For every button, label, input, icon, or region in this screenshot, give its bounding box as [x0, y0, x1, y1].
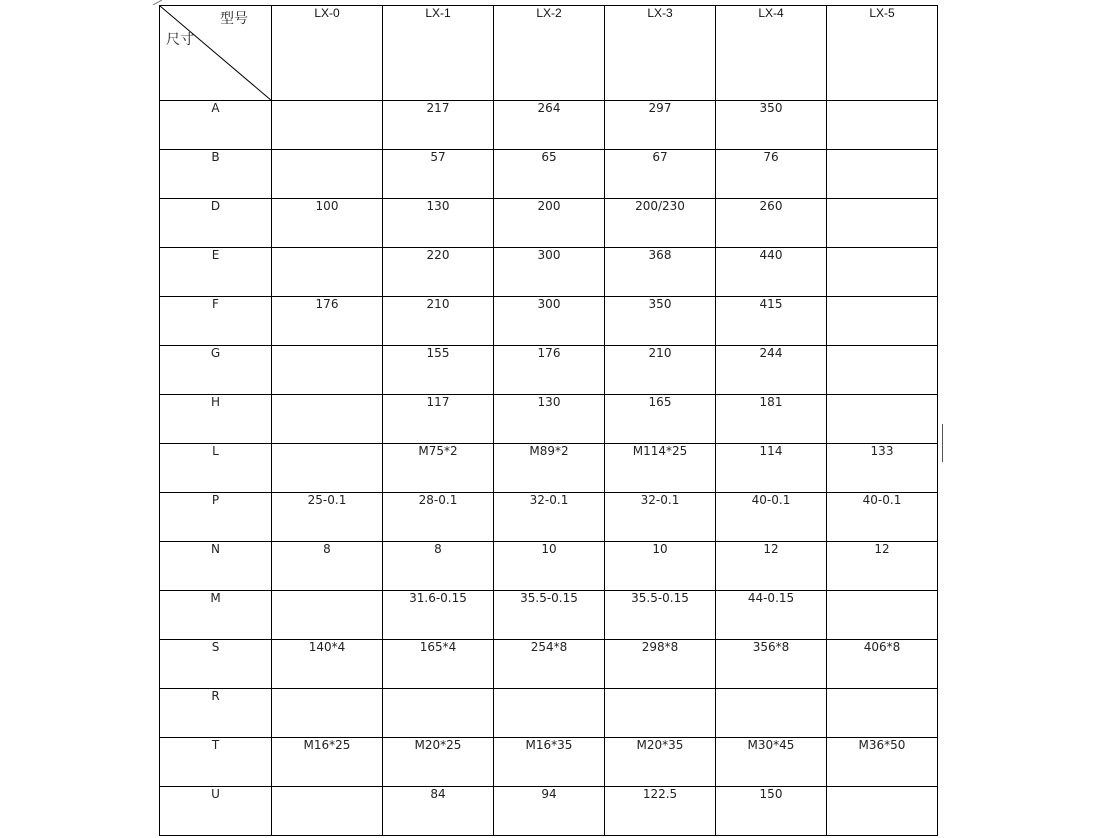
value-cell	[272, 346, 383, 395]
value-cell: 220	[383, 248, 494, 297]
value-cell	[272, 787, 383, 836]
dimension-label-cell: R	[160, 689, 272, 738]
value-cell: 298*8	[605, 640, 716, 689]
table-row	[160, 542, 938, 591]
dimension-label-cell: L	[160, 444, 272, 493]
table-row	[160, 150, 938, 199]
value-cell: 356*8	[716, 640, 827, 689]
value-cell: M114*25	[605, 444, 716, 493]
value-cell: 406*8	[827, 640, 938, 689]
value-cell: 65	[494, 150, 605, 199]
value-cell: M20*35	[605, 738, 716, 787]
model-header-lx-2: LX-2	[494, 6, 605, 101]
corner-header-cell	[160, 6, 272, 101]
value-cell: 165	[605, 395, 716, 444]
table-row	[160, 199, 938, 248]
value-cell: 12	[716, 542, 827, 591]
table-row	[160, 101, 938, 150]
dimension-label-cell: G	[160, 346, 272, 395]
model-header-lx-5: LX-5	[827, 6, 938, 101]
value-cell	[827, 395, 938, 444]
value-cell: 35.5-0.15	[605, 591, 716, 640]
value-cell: 12	[827, 542, 938, 591]
value-cell	[605, 689, 716, 738]
value-cell: 300	[494, 248, 605, 297]
value-cell: 28-0.1	[383, 493, 494, 542]
table-row	[160, 787, 938, 836]
value-cell: 10	[605, 542, 716, 591]
value-cell	[272, 591, 383, 640]
value-cell: 210	[605, 346, 716, 395]
dimension-label-cell: F	[160, 297, 272, 346]
value-cell: 122.5	[605, 787, 716, 836]
value-cell: 35.5-0.15	[494, 591, 605, 640]
value-cell: 31.6-0.15	[383, 591, 494, 640]
value-cell	[383, 689, 494, 738]
value-cell: 76	[716, 150, 827, 199]
value-cell: 40-0.1	[827, 493, 938, 542]
value-cell: 140*4	[272, 640, 383, 689]
dimension-label-cell: B	[160, 150, 272, 199]
value-cell: M30*45	[716, 738, 827, 787]
value-cell: 297	[605, 101, 716, 150]
model-header-lx-3: LX-3	[605, 6, 716, 101]
value-cell: 32-0.1	[605, 493, 716, 542]
value-cell: 415	[716, 297, 827, 346]
value-cell: M16*35	[494, 738, 605, 787]
value-cell: 181	[716, 395, 827, 444]
header-row	[160, 6, 938, 101]
value-cell	[827, 787, 938, 836]
table-row	[160, 248, 938, 297]
value-cell: M36*50	[827, 738, 938, 787]
value-cell: 10	[494, 542, 605, 591]
dimension-table	[159, 5, 938, 836]
table-row	[160, 444, 938, 493]
value-cell: 117	[383, 395, 494, 444]
value-cell	[272, 689, 383, 738]
value-cell: 130	[383, 199, 494, 248]
value-cell	[716, 689, 827, 738]
value-cell	[272, 150, 383, 199]
value-cell: 32-0.1	[494, 493, 605, 542]
value-cell	[494, 689, 605, 738]
diagonal-divider	[160, 6, 272, 101]
model-header-lx-0: LX-0	[272, 6, 383, 101]
value-cell: M75*2	[383, 444, 494, 493]
value-cell: 350	[716, 101, 827, 150]
model-axis-label: 型号	[220, 11, 248, 27]
table-body	[160, 101, 938, 836]
table-row	[160, 297, 938, 346]
value-cell: 260	[716, 199, 827, 248]
value-cell	[827, 297, 938, 346]
value-cell: 200	[494, 199, 605, 248]
table-row	[160, 689, 938, 738]
value-cell: 8	[383, 542, 494, 591]
value-cell: 100	[272, 199, 383, 248]
value-cell: 130	[494, 395, 605, 444]
dimension-label-cell: T	[160, 738, 272, 787]
value-cell: 176	[272, 297, 383, 346]
value-cell: 244	[716, 346, 827, 395]
value-cell: 84	[383, 787, 494, 836]
value-cell: 200/230	[605, 199, 716, 248]
value-cell	[827, 689, 938, 738]
dimension-label-cell: E	[160, 248, 272, 297]
value-cell: 254*8	[494, 640, 605, 689]
value-cell	[272, 395, 383, 444]
value-cell: 440	[716, 248, 827, 297]
value-cell: 94	[494, 787, 605, 836]
value-cell	[827, 101, 938, 150]
value-cell: 114	[716, 444, 827, 493]
value-cell	[272, 248, 383, 297]
model-header-lx-4: LX-4	[716, 6, 827, 101]
value-cell: M16*25	[272, 738, 383, 787]
value-cell: 67	[605, 150, 716, 199]
table-row	[160, 493, 938, 542]
value-cell: 8	[272, 542, 383, 591]
table-row	[160, 395, 938, 444]
table-row	[160, 591, 938, 640]
table-row	[160, 640, 938, 689]
model-header-lx-1: LX-1	[383, 6, 494, 101]
size-axis-label: 尺寸	[166, 32, 194, 48]
value-cell: M20*25	[383, 738, 494, 787]
value-cell: 150	[716, 787, 827, 836]
dimension-label-cell: M	[160, 591, 272, 640]
value-cell	[827, 248, 938, 297]
value-cell: 210	[383, 297, 494, 346]
value-cell	[827, 346, 938, 395]
value-cell	[827, 150, 938, 199]
value-cell	[827, 591, 938, 640]
value-cell: 350	[605, 297, 716, 346]
table-row	[160, 738, 938, 787]
value-cell: 368	[605, 248, 716, 297]
value-cell	[272, 101, 383, 150]
value-cell: 155	[383, 346, 494, 395]
value-cell: 217	[383, 101, 494, 150]
value-cell: 57	[383, 150, 494, 199]
value-cell	[827, 199, 938, 248]
value-cell: 264	[494, 101, 605, 150]
value-cell: 40-0.1	[716, 493, 827, 542]
value-cell: 176	[494, 346, 605, 395]
dimension-label-cell: U	[160, 787, 272, 836]
value-cell	[272, 444, 383, 493]
value-cell: 133	[827, 444, 938, 493]
dimension-label-cell: N	[160, 542, 272, 591]
dimension-label-cell: A	[160, 101, 272, 150]
value-cell: M89*2	[494, 444, 605, 493]
dimension-label-cell: H	[160, 395, 272, 444]
dimension-label-cell: S	[160, 640, 272, 689]
table-row	[160, 346, 938, 395]
value-cell: 165*4	[383, 640, 494, 689]
value-cell: 300	[494, 297, 605, 346]
value-cell: 25-0.1	[272, 493, 383, 542]
value-cell: 44-0.15	[716, 591, 827, 640]
dimension-label-cell: P	[160, 493, 272, 542]
dimension-label-cell: D	[160, 199, 272, 248]
page-edge-marker	[942, 424, 943, 462]
